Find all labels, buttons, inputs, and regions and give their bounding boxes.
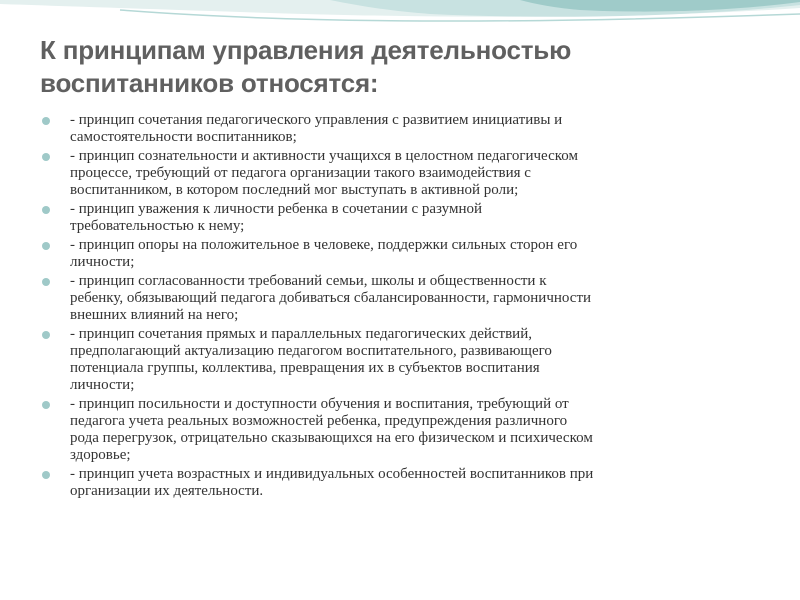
list-item-text: - принцип учета возрастных и индивидуальных особенностей воспитанников при организации их деятельности. [70, 466, 594, 499]
list-item [40, 237, 770, 271]
list-item-text: - принцип сочетания педагогического управления с развитием инициативы и самостоятельности воспитанников; [70, 112, 563, 145]
list-item [40, 396, 770, 464]
list-item-text: - принцип опоры на положительное в человеке, поддержки сильных сторон его личности; [70, 237, 578, 270]
bullet-dot-icon [42, 471, 50, 479]
principles-list [40, 112, 770, 502]
bullet-dot-icon [42, 331, 50, 339]
list-item [40, 201, 770, 235]
list-item-text: - принцип сознательности и активности учащихся в целостном педагогическом процессе, требующий от педагога организации такого взаимодействия с воспитанником, в котором последний мог выступать в активной роли; [70, 148, 578, 198]
bullet-dot-icon [42, 117, 50, 125]
list-item [40, 148, 770, 199]
list-item-text: - принцип сочетания прямых и параллельных педагогических действий, предполагающий актуализацию педагогом воспитательного, развивающего потенциала группы, коллектива, превращения их в субъектов воспитания личности; [70, 326, 552, 393]
list-item-text: - принцип уважения к личности ребенка в сочетании с разумной требовательностью к нему; [70, 201, 483, 234]
list-item [40, 112, 770, 146]
bullet-dot-icon [42, 401, 50, 409]
list-item-text: - принцип посильности и доступности обучения и воспитания, требующий от педагога учета реальных возможностей ребенка, предупреждения различного рода перегрузок, отрицательно сказывающихся на его физическом и психическом здоровье; [70, 396, 593, 463]
bullet-dot-icon [42, 153, 50, 161]
bullet-dot-icon [42, 242, 50, 250]
slide-title: К принципам управления деятельностью воспитанников относятся: [40, 35, 572, 98]
bullet-dot-icon [42, 206, 50, 214]
bullet-dot-icon [42, 278, 50, 286]
list-item-text: - принцип согласованности требований семьи, школы и общественности к ребенку, обязывающий педагога добиваться сбалансированности, гармоничности внешних влияний на него; [70, 273, 592, 323]
list-item [40, 273, 770, 324]
list-item [40, 326, 770, 394]
list-item [40, 466, 770, 500]
